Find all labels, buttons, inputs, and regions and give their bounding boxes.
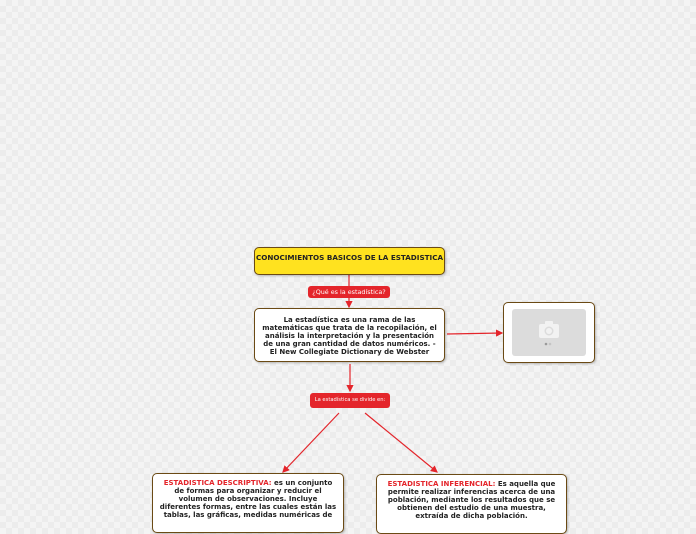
definition-node[interactable] — [254, 308, 445, 362]
image-placeholder — [512, 309, 586, 356]
question-label[interactable] — [308, 286, 390, 298]
division-label[interactable] — [310, 393, 390, 408]
descriptive-node[interactable] — [152, 473, 344, 533]
edge-division-to-descriptive — [283, 413, 339, 472]
descriptive-heading: ESTADISTICA DESCRIPTIVA: — [163, 479, 272, 487]
edge-definition-to-image — [447, 333, 502, 334]
image-node[interactable] — [503, 302, 595, 363]
question-label-text: ¿Qué es la estadística? — [312, 288, 386, 296]
central-topic-text: CONOCIMIENTOS BASICOS DE LA ESTADISTICA — [255, 253, 444, 262]
inferential-heading: ESTADISTICA INFERENCIAL: — [387, 480, 496, 488]
definition-text: La estadística es una rama de las matemáticas que trata de la recopilación, el análisis la interpretación y la presentación de una gran cantidad de datos numéricos. -El New Collegiate Dictionary de Webster — [262, 316, 437, 357]
descriptive-text: es un conjunto de formas para organizar y reducir el volumen de observaciones. Incluye diferentes formas, entre las cuales están las tablas, las gráficas, medidas numéricas de — [159, 479, 337, 520]
central-topic-node[interactable] — [254, 247, 445, 275]
camera-icon — [512, 309, 586, 356]
inferential-text: Es aquella que permite realizar inferencias acerca de una población, mediante los resultados que se obtienen del estudio de una muestra, extraída de dicha población. — [387, 480, 556, 521]
edge-division-to-inferential — [365, 413, 437, 472]
inferential-node[interactable] — [376, 474, 567, 534]
division-label-text: La estadística se divide en: — [314, 397, 386, 403]
